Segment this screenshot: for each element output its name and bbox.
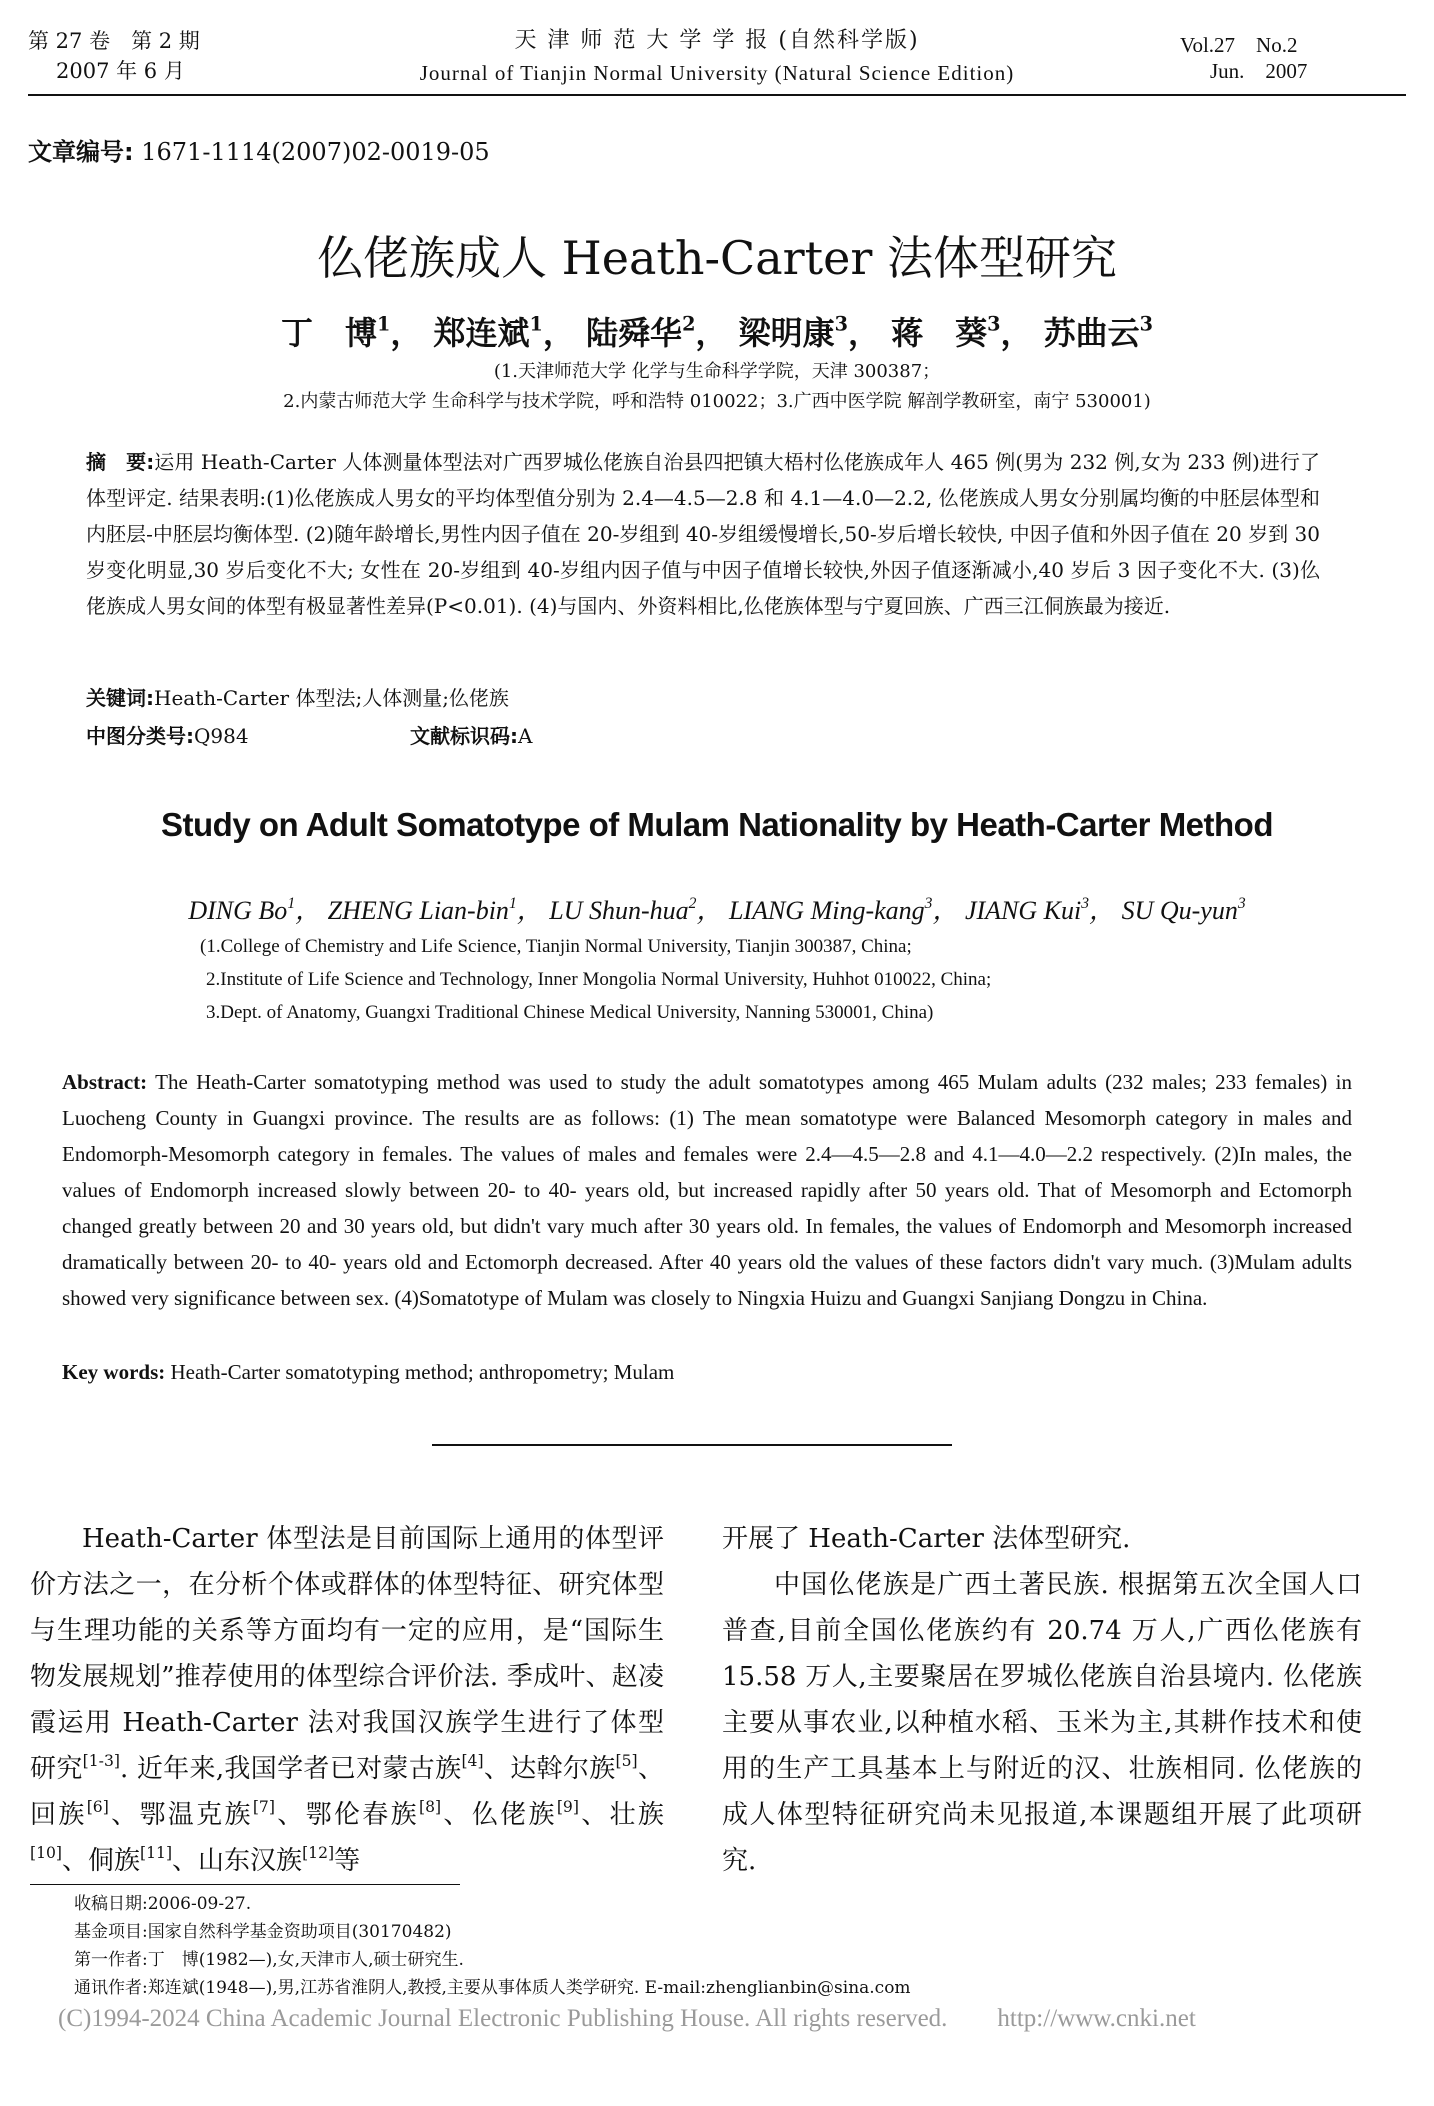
keywords-en-text: Heath-Carter somatotyping method; anthropometry; Mulam — [170, 1360, 675, 1384]
citation: [11] — [140, 1844, 173, 1863]
keywords-cn-text: Heath-Carter 体型法;人体测量;仫佬族 — [154, 686, 509, 710]
authors-en: DING Bo$^1$， ZHENG Lian-bin$^1$， LU Shun-hua$^2$， LIANG Ming-kang$^3$， JIANG Kui$^3$， SU Qu-yun$^3$ — [188, 895, 1246, 925]
citation: [12] — [302, 1844, 335, 1863]
body-right-column — [722, 1516, 1362, 1884]
author-cn: 苏曲云$^3$ — [1043, 312, 1154, 352]
clc-label: 中图分类号: — [86, 724, 194, 748]
author-cn: 陆舜华$^2$ — [586, 312, 696, 352]
journal-name-cn: 天 津 师 范 大 学 学 报 (自然科学版) — [514, 28, 920, 53]
article-number-value: 1671-1114(2007)02-0019-05 — [141, 138, 490, 166]
footnote-funding: 基金项目:国家自然科学基金资助项目(30170482) — [74, 1922, 452, 1942]
abstract-cn-label: 摘 要: — [86, 450, 155, 474]
keywords-cn — [86, 680, 1320, 716]
affiliation-en-3: 3.Dept. of Anatomy, Guangxi Traditional Chinese Medical University, Nanning 530001, China) — [206, 1002, 934, 1023]
doc-code-label: 文献标识码: — [410, 724, 518, 748]
volume-issue-en: Vol.27 No.2 — [1180, 33, 1298, 57]
keywords-en — [62, 1354, 1352, 1390]
copyright-watermark: (C)1994-2024 China Academic Journal Electronic Publishing House. All rights reserved. http://www.cnki.net — [58, 2005, 1196, 2032]
citation: [7] — [252, 1798, 275, 1817]
header-rule — [28, 94, 1406, 96]
author-cn: 蒋 葵$^3$ — [891, 312, 1001, 352]
affiliation-en-2: 2.Institute of Life Science and Technology, Inner Mongolia Normal University, Huhhot 010022, China; — [206, 969, 992, 990]
doc-code-value: A — [518, 724, 533, 748]
citation: [10] — [30, 1844, 63, 1863]
author-en: SU Qu-yun$^3$ — [1121, 895, 1246, 925]
author-cn: 梁明康$^3$ — [738, 312, 848, 352]
document-code — [410, 718, 532, 754]
keywords-en-label: Key words: — [62, 1360, 166, 1384]
citation: [4] — [461, 1752, 484, 1771]
abstract-en — [62, 1064, 1352, 1316]
keywords-cn-label: 关键词: — [86, 686, 154, 710]
clc-value: Q984 — [194, 724, 249, 748]
author-en: JIANG Kui$^3$ — [964, 895, 1090, 925]
abstract-cn — [86, 444, 1320, 624]
citation: [9] — [556, 1798, 579, 1817]
footnote-received: 收稿日期:2006-09-27. — [74, 1894, 252, 1914]
footnote-first-author: 第一作者:丁 博(1982—),女,天津市人,硕士研究生. — [74, 1950, 464, 1970]
author-cn: 丁 博$^1$ — [280, 312, 391, 352]
citation: [8] — [419, 1798, 442, 1817]
journal-name-en: Journal of Tianjin Normal University (Natural Science Edition) — [419, 61, 1015, 85]
footnote-corresponding-author: 通讯作者:郑连斌(1948—),男,江苏省淮阴人,教授,主要从事体质人类学研究. E-mail:zhenglianbin@sina.com — [74, 1978, 911, 1998]
author-en: LIANG Ming-kang$^3$ — [728, 895, 933, 925]
abstract-en-text: The Heath-Carter somatotyping method was used to study the adult somatotypes among 465 Mulam adults (232 males; 233 females) in Luocheng County in Guangxi province. The results are as follows: (1) The mean somatotype were Balanced Mesomorph category in males and Endomorph-Mesomorph category in females. The values of males and females were 2.4—4.5—2.8 and 4.1—4.0—2.2 respectively. (2)In males, the values of Endomorph increased slowly between 20- to 40- years old, but increased rapidly after 50 years old. That of Mesomorph and Ectomorph changed greatly between 20 and 30 years old, but didn't vary much after 30 years old. In females, the values of Endomorph and Mesomorph increased dramatically between 20- to 40- years old and Ectomorph decreased. After 40 years old the values of these factors didn't vary much. (3)Mulam adults showed very significance between sex. (4)Somatotype of Mulam was closely to Ningxia Huizu and Guangxi Sanjiang Dongzu in China. — [62, 1070, 1352, 1310]
body-left-column: Heath-Carter 体型法是目前国际上通用的体型评价方法之一，在分析个体或群体的体型特征、研究体型与生理功能的关系等方面均有一定的应用，是“国际生物发展规划”推荐使用的体型综合评价法. 季成叶、赵凌霞运用 Heath-Carter 法对我国汉族学生进行了体型研究[1-3]. 近年来,我国学者已对蒙古族[4]、达斡尔族[5]、回族[6]、鄂温克族[7]、鄂伦春族[8]、仫佬族[9]、壮族[10]、侗族[11]、山东汉族[12]等 — [30, 1524, 664, 1876]
date-en: Jun. 2007 — [1210, 59, 1308, 83]
footnote-rule — [30, 1884, 460, 1885]
body-text: Heath-Carter 体型法是目前国际上通用的体型评价方法之一，在分析个体或群体的体型特征、研究体型与生理功能的关系等方面均有一定的应用，是“国际生物发展规划”推荐使用的体型综合评价法. 季成叶、赵凌霞运用 Heath-Carter 法对我国汉族学生进行了体型研究 — [30, 1524, 664, 1784]
author-en: ZHENG Lian-bin$^1$ — [327, 895, 517, 925]
body-paragraph: 开展了 Heath-Carter 法体型研究. — [722, 1524, 1131, 1554]
section-divider — [432, 1444, 952, 1446]
affiliation-cn-2: 2.内蒙古师范大学 生命科学与技术学院，呼和浩特 010022；3.广西中医学院 解剖学教研室，南宁 530001) — [283, 391, 1151, 412]
authors-cn: 丁 博$^1$， 郑连斌$^1$， 陆舜华$^2$， 梁明康$^3$， 蒋 葵$^3$， 苏曲云$^3$ — [280, 312, 1154, 352]
author-en: LU Shun-hua$^2$ — [549, 895, 697, 925]
citation: [1-3] — [82, 1752, 120, 1771]
citation: [5] — [615, 1752, 638, 1771]
classification-row — [86, 718, 1320, 754]
abstract-en-label: Abstract: — [62, 1070, 148, 1094]
abstract-cn-text: 运用 Heath-Carter 人体测量体型法对广西罗城仫佬族自治县四把镇大梧村仫佬族成年人 465 例(男为 232 例,女为 233 例)进行了体型评定. 结果表明:(1)仫佬族成人男女的平均体型值分别为 2.4—4.5—2.8 和 4.1—4.0—2.2, 仫佬族成人男女分别属均衡的中胚层体型和内胚层-中胚层均衡体型. (2)随年龄增长,男性内因子值在 20-岁组到 40-岁组缓慢增长,50-岁后增长较快, 中因子值和外因子值在 20 岁到 30 岁变化明显,30 岁后变化不大; 女性在 20-岁组到 40-岁组内因子值与中因子值增长较快,外因子值逐渐减小,40 岁后 3 因子变化不大. (3)仫佬族成人男女间的体型有极显著性差异(P<0.01). (4)与国内、外资料相比,仫佬族体型与宁夏回族、广西三江侗族最为接近. — [86, 450, 1321, 618]
volume-issue-cn: 第 27 卷 第 2 期 — [28, 29, 200, 53]
author-en: DING Bo$^1$ — [188, 895, 296, 925]
title-en: Study on Adult Somatotype of Mulam Nationality by Heath-Carter Method — [161, 806, 1273, 843]
citation: [6] — [86, 1798, 109, 1817]
body-paragraph: 中国仫佬族是广西土著民族. 根据第五次全国人口普查,目前全国仫佬族约有 20.74 万人,广西仫佬族有 15.58 万人,主要聚居在罗城仫佬族自治县境内. 仫佬族主要从事农业,以种植水稻、玉米为主,其耕作技术和使用的生产工具基本上与附近的汉、壮族相同. 仫佬族的成人体型特征研究尚未见报道,本课题组开展了此项研究. — [722, 1570, 1362, 1876]
article-number-label: 文章编号: — [28, 138, 134, 166]
affiliation-cn-1: (1.天津师范大学 化学与生命科学学院，天津 300387； — [493, 361, 941, 382]
article-number — [28, 132, 490, 167]
author-cn: 郑连斌$^1$ — [433, 312, 543, 352]
affiliation-en-1: (1.College of Chemistry and Life Science, Tianjin Normal University, Tianjin 300387, China; — [200, 936, 912, 957]
date-cn: 2007 年 6 月 — [56, 59, 185, 83]
title-cn: 仫佬族成人 Heath-Carter 法体型研究 — [317, 231, 1117, 285]
